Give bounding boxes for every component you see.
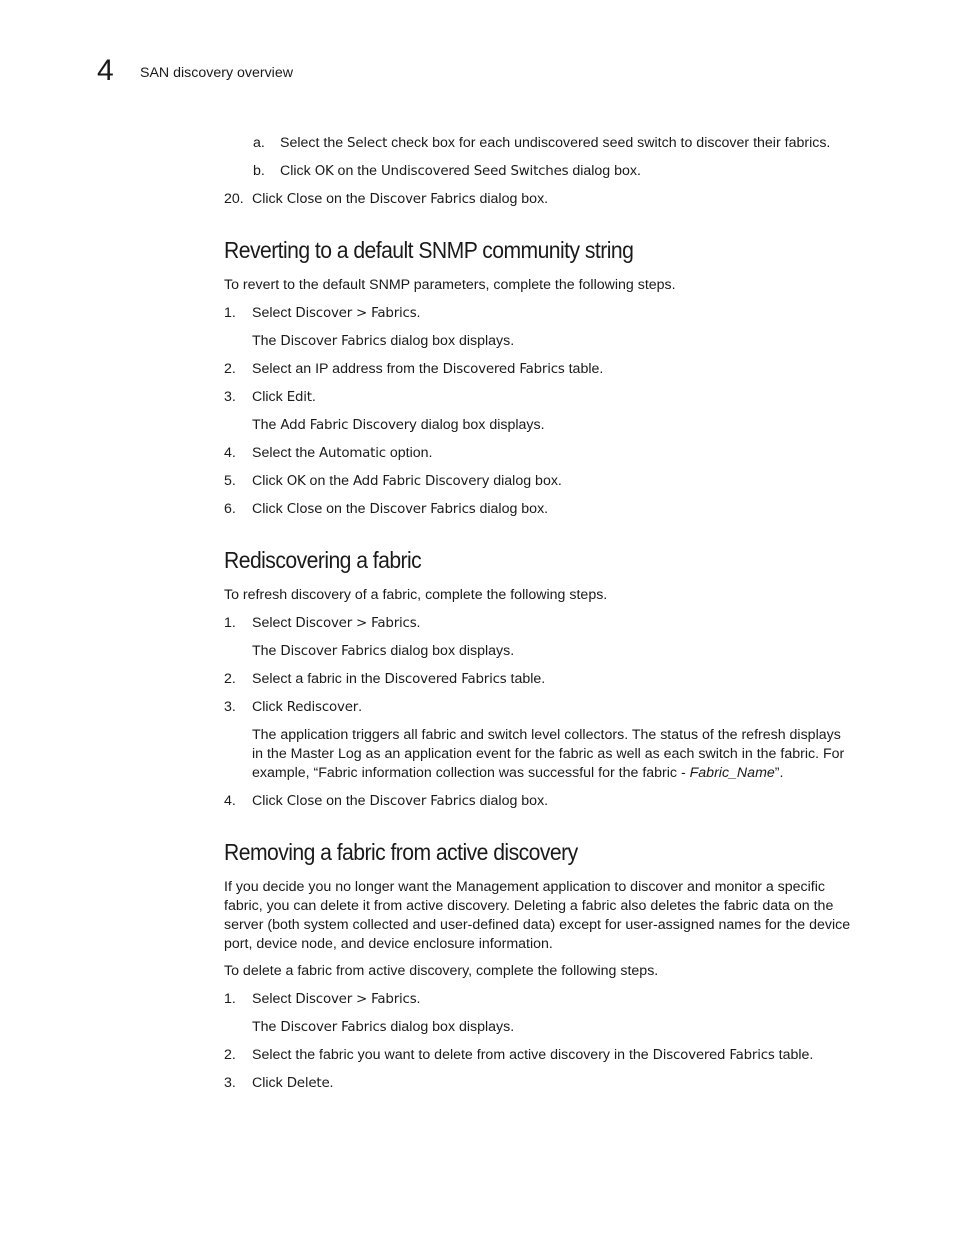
step-result: The Add Fabric Discovery dialog box displays. <box>252 417 545 433</box>
ui-term: Close <box>286 502 323 517</box>
step-text: Click OK on the Add Fabric Discovery dialog box. <box>252 473 562 489</box>
ui-term: OK <box>314 164 334 179</box>
ui-term: Undiscovered Seed Switches <box>380 164 569 179</box>
ui-term: Rediscover <box>286 700 359 715</box>
step-text: Select Discover > Fabrics. <box>252 991 421 1007</box>
step-marker: b. <box>253 163 265 179</box>
step-marker: 20. <box>224 191 244 207</box>
step-marker: 2. <box>224 1047 236 1063</box>
ui-term: Edit <box>286 390 312 405</box>
step-result-line: example, “Fabric information collection was successful for the fabric - Fabric_Name”. <box>252 765 784 781</box>
ui-term: Discover > Fabrics <box>295 616 417 631</box>
step-text: Select the fabric you want to delete from active discovery in the Discovered Fabrics table. <box>252 1047 814 1063</box>
step-text: Select the Automatic option. <box>252 445 433 461</box>
step-marker: 1. <box>224 991 236 1007</box>
step-marker: 3. <box>224 389 236 405</box>
step-result-line: The application triggers all fabric and switch level collectors. The status of the refresh displays <box>252 727 841 743</box>
ui-term: OK <box>286 474 306 489</box>
step-text: Click Delete. <box>252 1075 334 1091</box>
running-header-title: SAN discovery overview <box>140 65 293 81</box>
step-marker: 5. <box>224 473 236 489</box>
ui-term: Discovered Fabrics <box>442 362 565 377</box>
ui-term: Select <box>347 136 388 151</box>
step-result-line: in the Master Log as an application event for the fabric as well as each switch in the fabric. For <box>252 746 845 762</box>
section-heading: Removing a fabric from active discovery <box>224 839 578 865</box>
section-intro: To delete a fabric from active discovery, complete the following steps. <box>224 963 659 979</box>
ui-term: Add Fabric Discovery <box>280 418 417 433</box>
section-heading: Reverting to a default SNMP community string <box>224 237 634 263</box>
body-line: server (both system collected and user-defined data) except for user-assigned names for the device <box>224 917 851 933</box>
step-text: Select a fabric in the Discovered Fabrics table. <box>252 671 546 687</box>
ui-term: Delete <box>286 1076 330 1091</box>
ui-term: Discover > Fabrics <box>295 306 417 321</box>
step-text: Click Rediscover. <box>252 699 363 715</box>
chapter-number: 4 <box>97 54 114 87</box>
step-result: The Discover Fabrics dialog box displays. <box>252 1019 515 1035</box>
ui-term: Discover Fabrics <box>369 502 476 517</box>
step-marker: 4. <box>224 793 236 809</box>
step-text: Select an IP address from the Discovered Fabrics table. <box>252 361 604 377</box>
step-text: Click Close on the Discover Fabrics dialog box. <box>252 191 549 207</box>
step-marker: 1. <box>224 305 236 321</box>
step-marker: 4. <box>224 445 236 461</box>
ui-term: Discover Fabrics <box>280 1020 387 1035</box>
step-text: Click Edit. <box>252 389 316 405</box>
ui-term: Discovered Fabrics <box>652 1048 775 1063</box>
ui-term: Discover > Fabrics <box>295 992 417 1007</box>
step-text: Click Close on the Discover Fabrics dialog box. <box>252 793 549 809</box>
step-marker: 2. <box>224 361 236 377</box>
body-line: fabric, you can delete it from active discovery. Deleting a fabric also deletes the fabric data on the <box>224 898 834 914</box>
step-marker: a. <box>253 135 265 151</box>
ui-term: Close <box>286 794 323 809</box>
step-marker: 2. <box>224 671 236 687</box>
step-result: The Discover Fabrics dialog box displays. <box>252 333 515 349</box>
ui-term: Discover Fabrics <box>369 192 476 207</box>
section-heading: Rediscovering a fabric <box>224 547 422 573</box>
step-text: Click OK on the Undiscovered Seed Switches dialog box. <box>280 163 641 179</box>
step-text: Click Close on the Discover Fabrics dialog box. <box>252 501 549 517</box>
step-marker: 6. <box>224 501 236 517</box>
ui-term: Discover Fabrics <box>369 794 476 809</box>
ui-term: Automatic <box>319 446 386 461</box>
section-intro: To revert to the default SNMP parameters, complete the following steps. <box>224 277 676 293</box>
step-result: The Discover Fabrics dialog box displays. <box>252 643 515 659</box>
step-text: Select Discover > Fabrics. <box>252 615 421 631</box>
variable-name: Fabric_Name <box>689 765 775 781</box>
section-intro: To refresh discovery of a fabric, complete the following steps. <box>224 587 608 603</box>
ui-term: Discover Fabrics <box>280 644 387 659</box>
ui-term: Add Fabric Discovery <box>352 474 490 489</box>
body-line: port, device node, and device enclosure information. <box>224 936 553 952</box>
ui-term: Discovered Fabrics <box>384 672 507 687</box>
ui-term: Close <box>286 192 323 207</box>
body-line: If you decide you no longer want the Management application to discover and monitor a specific <box>224 879 825 895</box>
step-marker: 3. <box>224 1075 236 1091</box>
step-marker: 3. <box>224 699 236 715</box>
step-text: Select Discover > Fabrics. <box>252 305 421 321</box>
step-marker: 1. <box>224 615 236 631</box>
step-text: Select the Select check box for each undiscovered seed switch to discover their fabrics. <box>280 135 831 151</box>
ui-term: Discover Fabrics <box>280 334 387 349</box>
